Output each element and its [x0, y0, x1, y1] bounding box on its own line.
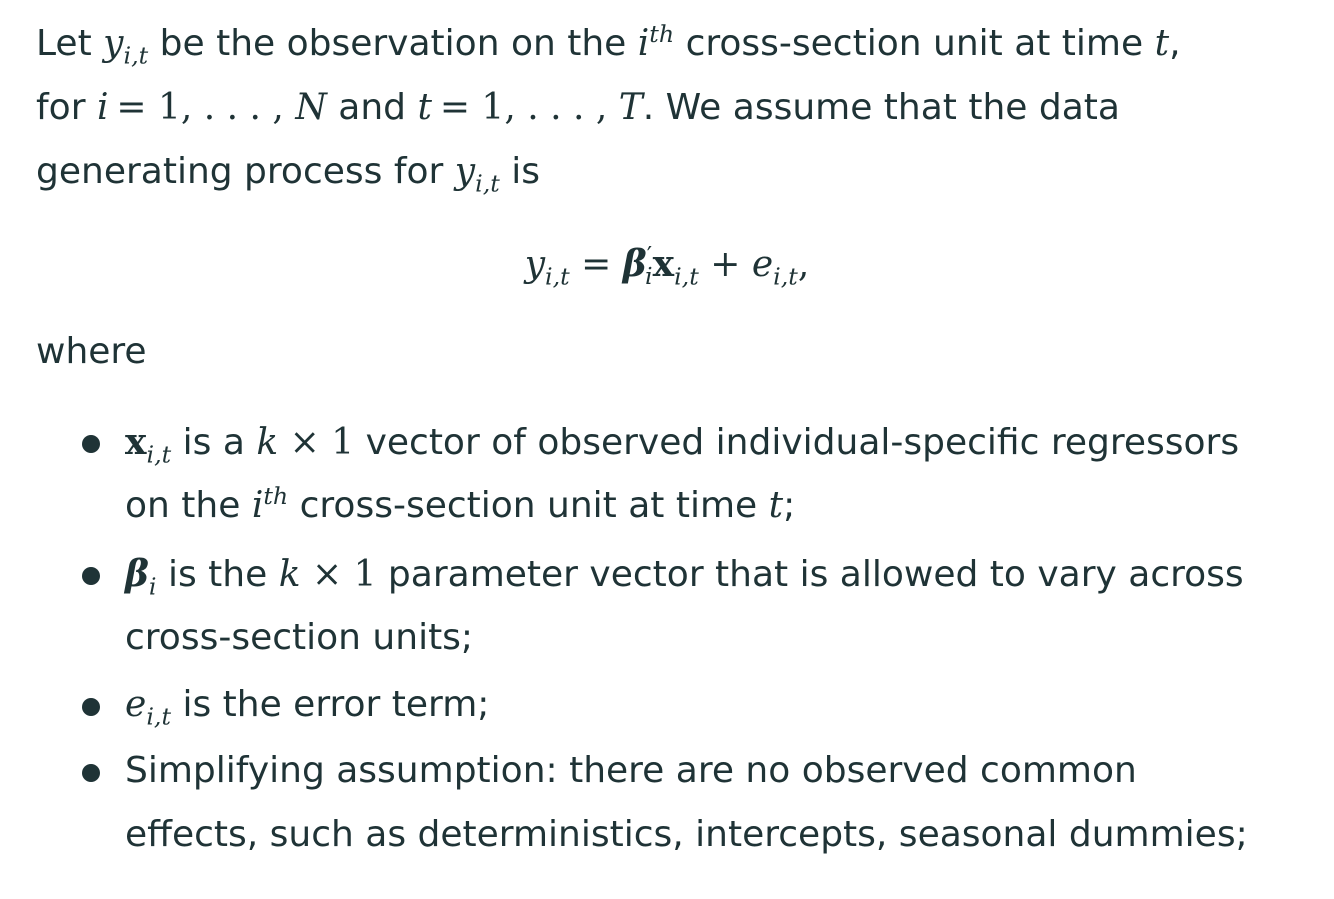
- bullet-3-line-1: $e_{i,t}$ is the error term;: [125, 684, 490, 731]
- intro-line-1: Let $y_{i,t}$ be the observation on the $i^{th}$ cross-section unit at time t,: [36, 19, 1181, 70]
- bullet-4-line-1: Simplifying assumption: there are no observed common: [125, 750, 1137, 791]
- bullet-1-line-1: $x_{i,t}$ is a k × 1 vector of observed individual-specific regressors: [125, 421, 1240, 469]
- bullet-dot-2: [82, 567, 100, 585]
- where-label: where: [36, 331, 147, 372]
- var-y: y: [103, 23, 124, 64]
- bullet-dot-1: [82, 435, 100, 453]
- intro-line-3: generating process for $y_{i,t}$ is: [36, 151, 541, 198]
- bullet-dot-3: [82, 698, 100, 716]
- bullet-1-line-2: on the $i^{th}$ cross-section unit at time t;: [125, 481, 796, 526]
- bullet-4-line-2: effects, such as deterministics, intercepts, seasonal dummies;: [125, 814, 1248, 855]
- display-equation: $y_{i,t} = \beta'_ix_{i,t} + e_{i,t}$,: [524, 240, 810, 291]
- bullet-2-line-2: cross-section units;: [125, 617, 474, 658]
- bullet-dot-4: [82, 764, 100, 782]
- intro-line-2: for i = 1, . . . , N and t = 1, . . . , T. We assume that the data: [36, 87, 1120, 128]
- bullet-2-line-1: $\beta_i$ is the k × 1 parameter vector that is allowed to vary across: [125, 553, 1244, 601]
